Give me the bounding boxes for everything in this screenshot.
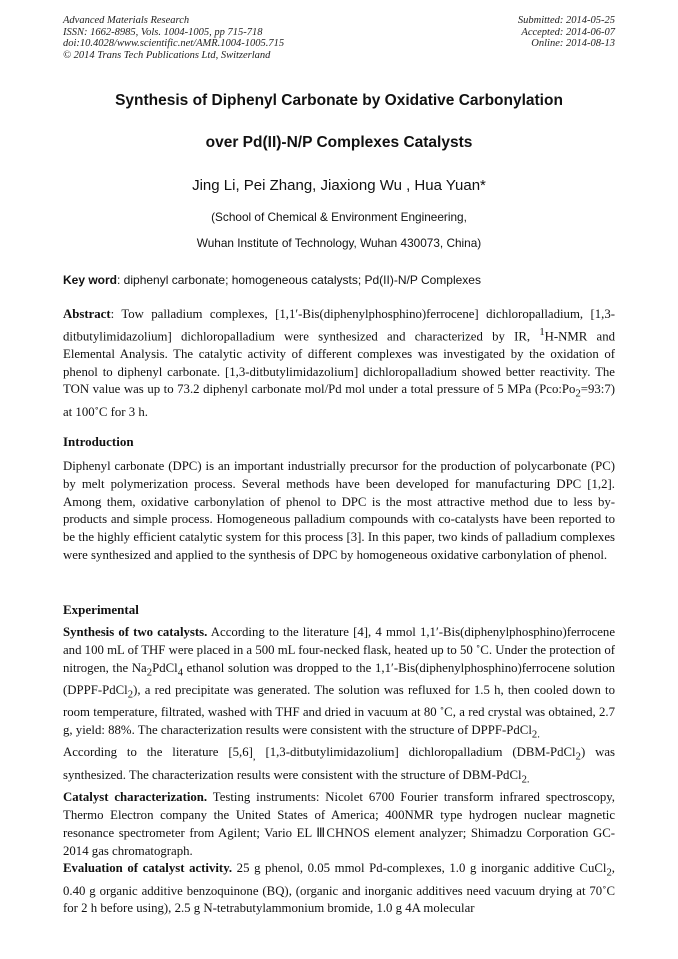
author-list: Jing Li, Pei Zhang, Jiaxiong Wu , Hua Yuan* [192, 177, 486, 194]
evaluation-sub1: 2 [606, 867, 612, 879]
publication-dates [518, 15, 615, 50]
keywords-label: Key word [63, 273, 118, 287]
synthesis-text-d: ), a red precipitate was generated. The solution was refluxed for 1.5 h, then cooled down to room temperature, filtrated, washed with THF and dried in vacuum at 80 ˚C, a red crystal was obtained, 2.7 g, yield: 88%. The characterization results were consistent with the structure of DPPF-PdCl [63, 682, 615, 738]
abstract-sup: 1 [539, 326, 545, 338]
paper-title-line1: Synthesis of Diphenyl Carbonate by Oxidative Carbonylation [115, 92, 563, 109]
characterization-text: Testing instruments: Nicolet 6700 Fourier transform infrared spectroscopy, Thermo Electron company the United States of America; 400NMR type hydrogen nuclear magnetic resonance spectrometer from Agilent; Vario EL ⅢCHNOS element analyzer; Shimadzu Corporation GC-2014 gas chromatograph. [63, 790, 616, 858]
abstract-label: Abstract [63, 307, 111, 321]
dbm-text-c: ) was synthesized. The characterization results were consistent with the structure of DBM-PdCl [63, 745, 615, 782]
keywords [63, 273, 615, 287]
experimental-heading: Experimental [63, 602, 139, 617]
evaluation-paragraph [63, 860, 615, 918]
dbm-sub1: 2 [575, 751, 581, 763]
synthesis-text-a: According to the literature [4], 4 mmol 1,1′-Bis(diphenylphosphino)ferrocene and 100 mL of THF were placed in a 500 mL four-necked flask, heated up to 50 ˚C. Under the protection of nitrogen, the Na [63, 625, 616, 675]
synthesis-sub1: 2 [146, 667, 153, 679]
paper-title-line2: over Pd(II)-N/P Complexes Catalysts [205, 134, 473, 151]
synthesis-paragraph [63, 624, 615, 744]
synthesis-sub3: 2 [127, 689, 134, 701]
journal-doi: doi:10.4028/www.scientific.net/AMR.1004-1005.715 [63, 38, 285, 49]
evaluation-text-a: 25 g phenol, 0.05 mmol Pd-complexes, 1.0 g inorganic additive CuCl [232, 861, 607, 876]
introduction-heading: Introduction [63, 434, 134, 449]
dbm-text-b: [1,3-ditbutylimidazolium] dichloropalladium (DBM-PdCl [255, 745, 576, 760]
characterization-label: Catalyst characterization. [63, 790, 208, 805]
dbm-text-a: According to the literature [5,6] [63, 745, 253, 760]
journal-copyright: © 2014 Trans Tech Publications Ltd, Switzerland [63, 49, 271, 61]
evaluation-label: Evaluation of catalyst activity. [63, 861, 233, 876]
journal-issn: ISSN: 1662-8985, Vols. 1004-1005, pp 715-718 [63, 26, 263, 38]
affiliation-line1: (School of Chemical & Environment Engineering, [211, 210, 467, 224]
synthesis-text-b: PdCl [152, 660, 178, 675]
evaluation-text-b: , 0.40 g organic additive benzoquinone (BQ), (organic and inorganic additives need vacuum drying at 70˚C for 2 h before using), 2.5 g N-tetrabutylammonium bromide, 1.0 g 4A molecular [63, 861, 615, 916]
accepted-date: Accepted: 2014-06-07 [521, 26, 615, 38]
abstract-text-2: H-NMR and Elemental Analysis. The catalytic activity of different complexes was investigated by the oxidation of phenol to diphenyl carbonate. [1,3-ditbutylimidazolium] dichloropalladium showed better reactivity. The TON value was up to 73.2 diphenyl carbonate mol/Pd mol under a total pressure of 5 MPa (Pco:Po [63, 329, 616, 397]
synthesis-sub4: 2. [531, 729, 540, 741]
dbm-sub0: , [252, 751, 256, 763]
dbm-sub2: 2. [521, 774, 530, 786]
introduction-text: Diphenyl carbonate (DPC) is an important industrially precursor for the production of polycarbonate (PC) by melt polymerization process. Several methods have been developed for manufacturing DPC [1,2]. Among them, oxidative carbonylation of phenol to DPC is the most attractive method due to less by-products and simple process. Homogeneous palladium compounds with co-catalysts have been reported to be the highly efficient catalytic system for this process [3]. In this paper, two kinds of palladium complexes were synthesized and applied to the synthesis of DPC by homogeneous oxidative carbonylation of phenol. [63, 459, 615, 562]
synthesis-text-c: ethanol solution was dropped to the 1,1′-Bis(diphenylphosphino)ferrocene solution (DPPF-PdCl [63, 660, 615, 697]
synthesis-label: Synthesis of two catalysts. [63, 625, 208, 639]
abstract-sub: 2 [575, 389, 581, 400]
dbm-paragraph [63, 744, 615, 789]
experimental-section [63, 624, 615, 918]
synthesis-sub2: 4 [177, 667, 184, 679]
submitted-date: Submitted: 2014-05-25 [517, 15, 615, 26]
online-date: Online: 2014-08-13 [531, 38, 615, 49]
journal-info [63, 15, 284, 61]
affiliation-line2: Wuhan Institute of Technology, Wuhan 430073, China) [196, 236, 482, 250]
abstract-text-3: =93:7) at 100˚C for 3 h. [63, 382, 615, 419]
characterization-paragraph [63, 789, 615, 860]
keywords-text: : diphenyl carbonate; homogeneous catalysts; Pd(II)-N/P Complexes [117, 273, 481, 287]
abstract-text-1: : Tow palladium complexes, [1,1′-Bis(diphenylphosphino)ferrocene] dichloropalladium, [1,3-ditbutylimidazolium] dichloropalladium were synthesized and characterized by IR, [63, 307, 615, 344]
journal-name: Advanced Materials Research [63, 15, 190, 26]
abstract [63, 306, 615, 422]
